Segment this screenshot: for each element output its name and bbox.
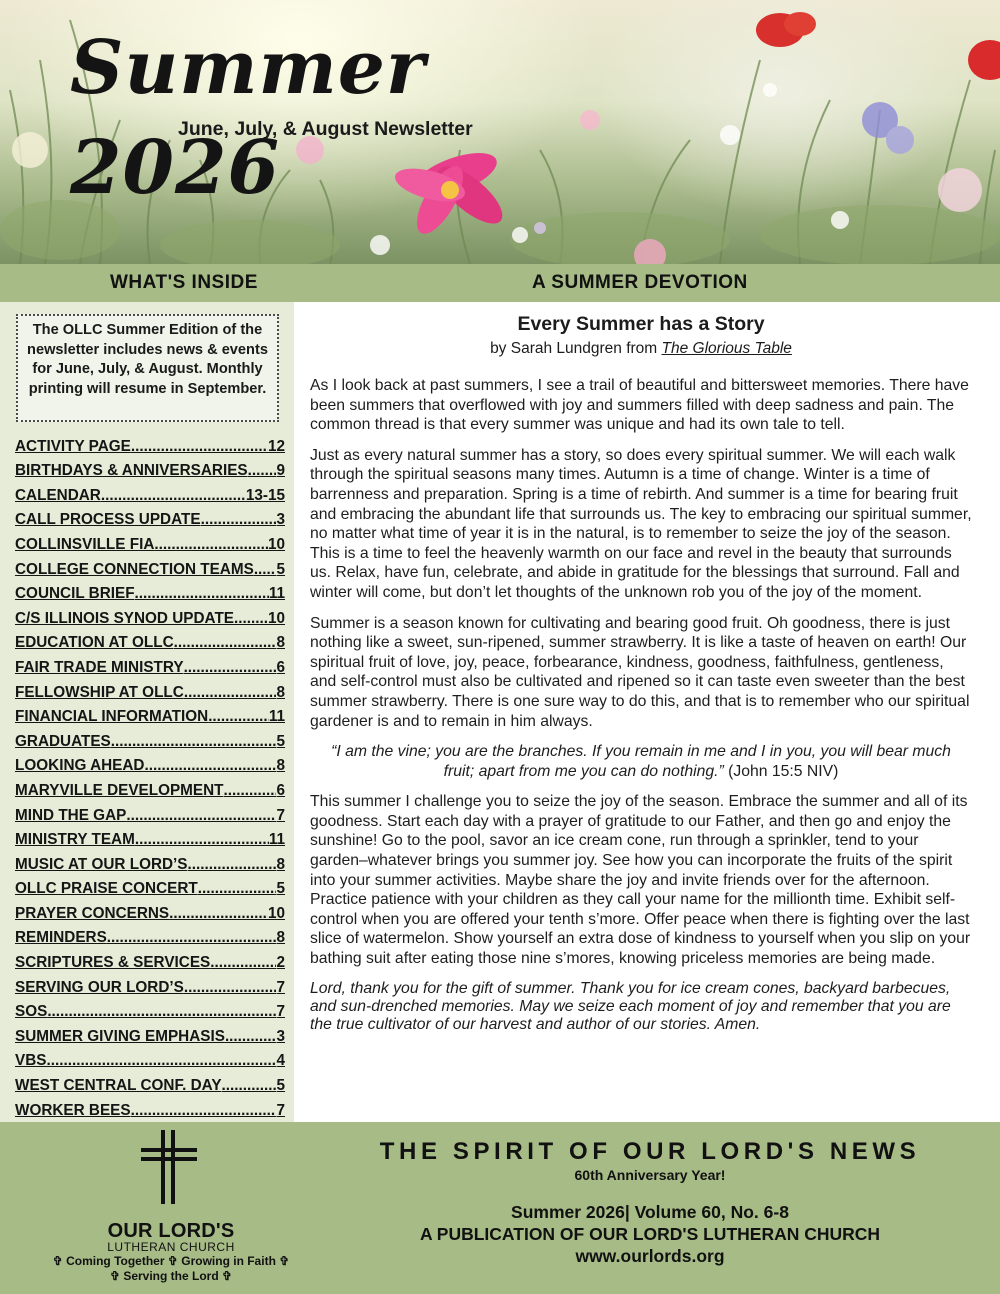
toc-item[interactable]: [15, 629, 285, 654]
toc-item[interactable]: [15, 801, 285, 826]
toc-leader-dots: [224, 781, 277, 801]
toc-item-page: 5: [276, 1077, 285, 1095]
toc-item[interactable]: [15, 727, 285, 752]
toc-item[interactable]: [15, 481, 285, 506]
publication-line: A PUBLICATION OF OUR LORD'S LUTHERAN CHURCH: [419, 1224, 881, 1244]
toc-item-title: FINANCIAL INFORMATION: [15, 708, 209, 726]
toc-leader-dots: [126, 806, 276, 826]
toc-item-title: LOOKING AHEAD: [15, 757, 145, 775]
cross-icon: [141, 1130, 201, 1204]
article-paragraph: As I look back at past summers, I see a trail of beautiful and bittersweet memories. There have been summers that overflowed with joy and summers filled with deep sadness and pain. The common thread is that every summer was unique and had its own tale to tell.: [310, 377, 969, 434]
toc-item-page: 5: [276, 880, 285, 898]
toc-item-title: COLLINSVILLE FIA: [15, 535, 155, 553]
toc-item[interactable]: [15, 752, 285, 777]
toc-item[interactable]: [15, 875, 285, 900]
toc-item-title: VBS: [15, 1052, 47, 1070]
church-subname: LUTHERAN CHURCH: [107, 1240, 235, 1254]
header-banner: [0, 0, 1000, 264]
toc-leader-dots: [131, 1101, 277, 1121]
toc-item-title: WORKER BEES: [15, 1101, 131, 1119]
byline-source-link[interactable]: The Glorious Table: [661, 340, 792, 357]
toc-item[interactable]: [15, 1096, 285, 1121]
toc-item[interactable]: [15, 653, 285, 678]
quote-text: “I am the vine; you are the branches. If you remain in me and I in you, you will bear much fruit; apart from me you can do nothing.”: [331, 743, 951, 780]
toc-item[interactable]: [15, 678, 285, 703]
toc-item[interactable]: [15, 580, 285, 605]
toc-item[interactable]: [15, 604, 285, 629]
byline-author: by Sarah Lundgren from: [490, 340, 662, 357]
toc-leader-dots: [234, 609, 268, 629]
newsletter-title: Summer 2026: [70, 25, 426, 211]
toc-item[interactable]: [15, 1071, 285, 1096]
toc-item-title: SUMMER GIVING EMPHASIS: [15, 1027, 225, 1045]
article-paragraph: Summer is a season known for cultivating and bearing good fruit. Oh goodness, there is just nothing like a sweet, sun-ripened, summer strawberry. It is like a taste of heaven on earth! Our spiritual fruit of love, joy, peace, forbearance, kindness, goodness, faithfulness, gentleness, and self-control must also be cultivated and ripened so it can taste even sweeter than the best summer strawberry. There is one sure way to do this, and that is to remember who our spiritual gardener is and to remain in him always.: [310, 614, 970, 730]
toc-item-page: 5: [276, 560, 285, 578]
toc-item[interactable]: [15, 555, 285, 580]
whats-inside-sidebar: [0, 302, 294, 1122]
quote-reference: (John 15:5 NIV): [723, 762, 839, 780]
toc-item-page: 8: [276, 683, 285, 701]
toc-item-title: SCRIPTURES & SERVICES: [15, 954, 211, 972]
church-name: OUR LORD'S: [107, 1220, 235, 1242]
toc-item-title: FELLOWSHIP AT OLLC: [15, 683, 184, 701]
toc-item-page: 3: [276, 1027, 285, 1045]
toc-item-page: 8: [276, 634, 285, 652]
toc-leader-dots: [254, 560, 277, 580]
article-title: Every Summer has a Story: [517, 313, 765, 335]
toc-item-title: REMINDERS: [15, 929, 107, 947]
toc-item[interactable]: [15, 1022, 285, 1047]
toc-leader-dots: [248, 461, 277, 481]
summer-edition-note: The OLLC Summer Edition of the newsletter includes news & events for June, July, & August. Monthly printing will resume in September.: [16, 314, 279, 422]
toc-item[interactable]: [15, 924, 285, 949]
toc-item-title: MINISTRY TEAM: [15, 831, 135, 849]
toc-item[interactable]: [15, 826, 285, 851]
toc-item-page: 10: [267, 609, 285, 627]
toc-leader-dots: [135, 830, 269, 850]
toc-item-page: 6: [276, 658, 285, 676]
toc-item-title: COUNCIL BRIEF: [15, 585, 135, 603]
toc-leader-dots: [47, 1002, 276, 1022]
toc-item[interactable]: [15, 899, 285, 924]
toc-item[interactable]: [15, 506, 285, 531]
toc-item-title: FAIR TRADE MINISTRY: [15, 658, 184, 676]
table-of-contents: [15, 432, 285, 1121]
toc-item-title: GRADUATES: [15, 732, 111, 750]
toc-item-page: 10: [267, 904, 285, 922]
toc-item[interactable]: [15, 973, 285, 998]
tagline-line-2: ✞ Serving the Lord ✞: [109, 1268, 233, 1283]
toc-item-page: 11: [268, 708, 285, 726]
closing-prayer: Lord, thank you for the gift of summer. Thank you for ice cream cones, backyard barbecues, and sun-drenched memories. May we seize each moment of joy and remember that you are the true cultivator of our harvest and author of our stories. Amen.: [310, 979, 951, 1034]
toc-item-title: SOS: [15, 1003, 48, 1021]
toc-item-page: 4: [276, 1052, 285, 1070]
whats-inside-heading: WHAT'S INSIDE: [110, 272, 258, 293]
toc-leader-dots: [198, 879, 277, 899]
toc-item-page: 9: [276, 462, 285, 480]
toc-item-page: 7: [276, 806, 285, 824]
toc-leader-dots: [169, 904, 268, 924]
toc-leader-dots: [201, 510, 277, 530]
toc-item-page: 8: [276, 929, 285, 947]
devotion-article: [310, 302, 972, 1122]
anniversary-note: 60th Anniversary Year!: [574, 1167, 726, 1183]
toc-item-page: 12: [267, 437, 285, 455]
toc-leader-dots: [111, 732, 277, 752]
section-header-bar: [0, 264, 1000, 302]
toc-leader-dots: [144, 756, 276, 776]
newsletter-masthead: THE SPIRIT OF OUR LORD'S NEWS: [379, 1138, 921, 1165]
toc-item-title: BIRTHDAYS & ANNIVERSARIES: [15, 462, 248, 480]
toc-item-title: EDUCATION AT OLLC: [15, 634, 174, 652]
toc-item[interactable]: [15, 948, 285, 973]
toc-item-title: MUSIC AT OUR LORD’S: [15, 855, 188, 873]
toc-item-page: 3: [276, 511, 285, 529]
toc-item[interactable]: [15, 1047, 285, 1072]
red-flower-icon: [756, 12, 1000, 80]
toc-leader-dots: [174, 633, 277, 653]
newsletter-subtitle: June, July, & August Newsletter: [178, 118, 473, 140]
toc-item-title: ACTIVITY PAGE: [15, 437, 131, 455]
toc-item-title: CALENDAR: [15, 486, 101, 504]
toc-item-page: 13-15: [245, 486, 285, 504]
toc-item-page: 6: [276, 781, 285, 799]
toc-item-page: 7: [276, 978, 285, 996]
toc-item-title: SERVING OUR LORD’S: [15, 978, 184, 996]
article-body: [310, 376, 972, 1046]
toc-item[interactable]: [15, 432, 285, 457]
issue-info: Summer 2026| Volume 60, No. 6-8: [511, 1202, 789, 1222]
toc-item[interactable]: [15, 850, 285, 875]
toc-item-page: 11: [268, 831, 285, 849]
toc-item-page: 8: [276, 757, 285, 775]
scripture-quote: [310, 742, 972, 781]
church-tagline: [46, 1254, 296, 1283]
article-paragraph: Just as every natural summer has a story, so does every spiritual summer. We will each walk through the spiritual seasons many times. Autumn is a time of change. Winter is a time of barrenness and preparation. Spring is a time of rebirth. And summer is a time for bearing fruit and embracing the abundant life that surrounds us. The key to embracing our spiritual summer, no matter what time of year it is in the natural, is to remember to seize the joy of the season. This is a time to feel the heavenly warmth on our face and revel in the beauty that surrounds us. Relax, have fun, celebrate, and abide in gratitude for the blessings that surround. Fall and winter will come, but don’t let thoughts of the unknown rob you of the joy of the moment.: [310, 446, 972, 601]
toc-item-title: OLLC PRAISE CONCERT: [15, 880, 198, 898]
toc-item-page: 10: [267, 535, 285, 553]
toc-leader-dots: [210, 953, 276, 973]
toc-leader-dots: [222, 1076, 277, 1096]
toc-item[interactable]: [15, 457, 285, 482]
toc-leader-dots: [107, 928, 277, 948]
article-paragraph: This summer I challenge you to seize the joy of the season. Embrace the summer and all of its goodness. Start each day with a prayer of gratitude to our Father, and then go and enjoy the sunshine! Go to the pool, savor an ice cream cone, run through a sprinkler, tend to your garden–whatever brings you summer joy. See how you can incorporate the fruits of the spirit into your summer activities. Maybe share the joy and invite friends over for the afternoon. Practice patience with your children as they call your name for the millionth time. Exhibit self-control when you are offered your tenth s’more. Offer peace when there is fighting over the last slice of watermelon. Show yourself an extra dose of kindness to yourself when you slip on your bathing suit after eating those nine s’mores, knowing priceless memories are being made.: [310, 793, 971, 968]
toc-leader-dots: [184, 683, 277, 703]
toc-leader-dots: [101, 486, 246, 506]
toc-leader-dots: [184, 978, 277, 998]
summer-devotion-heading: A SUMMER DEVOTION: [532, 272, 748, 293]
toc-item-page: 7: [276, 1003, 285, 1021]
toc-item[interactable]: [15, 998, 285, 1023]
toc-leader-dots: [135, 584, 269, 604]
toc-item-page: 5: [276, 732, 285, 750]
toc-item-title: WEST CENTRAL CONF. DAY: [15, 1077, 222, 1095]
toc-item-page: 8: [276, 855, 285, 873]
toc-item-page: 2: [276, 954, 285, 972]
toc-leader-dots: [46, 1051, 276, 1071]
newsletter-footer: [0, 1122, 1000, 1294]
toc-leader-dots: [184, 658, 277, 678]
tagline-line-1: ✞ Coming Together ✞ Growing in Faith ✞: [52, 1254, 290, 1268]
toc-item[interactable]: [15, 703, 285, 728]
toc-leader-dots: [225, 1027, 277, 1047]
toc-leader-dots: [131, 437, 268, 457]
toc-item-page: 11: [268, 585, 285, 603]
toc-leader-dots: [208, 707, 269, 727]
website-link[interactable]: www.ourlords.org: [575, 1246, 725, 1266]
pink-flower-icon: [392, 144, 511, 240]
toc-leader-dots: [154, 535, 268, 555]
toc-item-title: CALL PROCESS UPDATE: [15, 511, 201, 529]
toc-item-title: MIND THE GAP: [15, 806, 127, 824]
toc-item-title: PRAYER CONCERNS: [15, 904, 170, 922]
toc-item[interactable]: [15, 776, 285, 801]
toc-item-title: COLLEGE CONNECTION TEAMS: [15, 560, 254, 578]
article-byline: [310, 340, 972, 358]
toc-item-title: C/S ILLINOIS SYNOD UPDATE: [15, 609, 234, 627]
toc-item-title: MARYVILLE DEVELOPMENT: [15, 781, 224, 799]
church-logo: [46, 1130, 296, 1290]
toc-item[interactable]: [15, 530, 285, 555]
toc-item-page: 7: [276, 1101, 285, 1119]
toc-leader-dots: [188, 855, 277, 875]
